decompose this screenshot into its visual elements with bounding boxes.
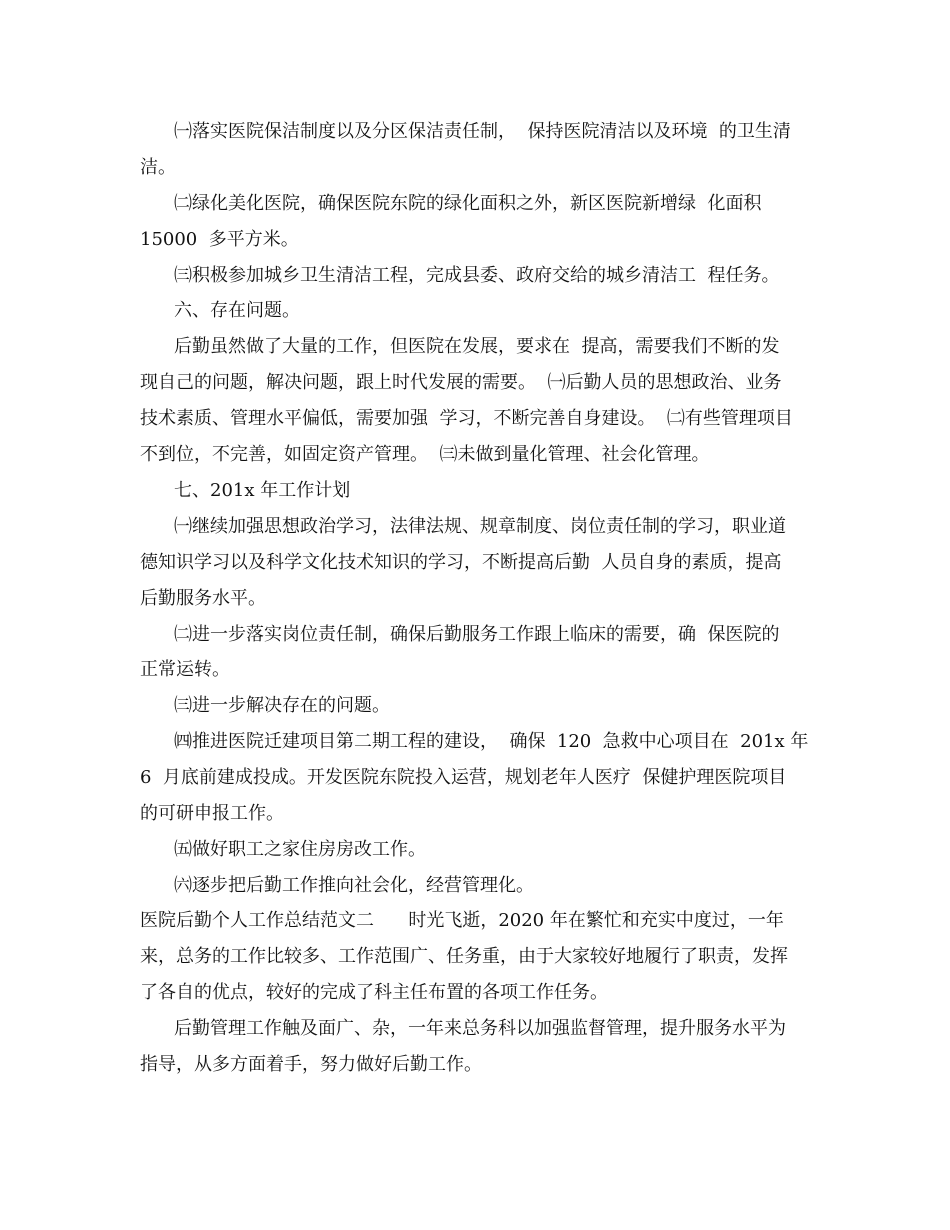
text-line: 正常运转。 xyxy=(140,659,230,680)
text-line: 指导，从多方面着手，努力做好后勤工作。 xyxy=(140,1054,482,1075)
text-line: ㈣推进医院迁建项目第二期工程的建设， 确保 120 急救中心项目在 201x 年 xyxy=(174,731,809,752)
text-line: 后勤虽然做了大量的工作，但医院在发展，要求在 提高，需要我们不断的发 xyxy=(174,336,780,357)
text-line: 技术素质、管理水平偏低，需要加强 学习，不断完善自身建设。 ㈡有些管理项目 xyxy=(140,408,793,429)
text-line: ㈥逐步把后勤工作推向社会化，经营管理化。 xyxy=(174,875,534,896)
text-line: ㈠落实医院保洁制度以及分区保洁责任制， 保持医院清洁以及环境 的卫生清 xyxy=(174,121,791,142)
text-line: 后勤管理工作触及面广、杂，一年来总务科以加强监督管理，提升服务水平为 xyxy=(174,1018,786,1039)
text-line: ㈢进一步解决存在的问题。 xyxy=(174,695,390,716)
text-line: ㈡进一步落实岗位责任制，确保后勤服务工作跟上临床的需要，确 保医院的 xyxy=(174,624,780,645)
text-line: ㈡绿化美化医院，确保医院东院的绿化面积之外，新区医院新增绿 化面积 xyxy=(174,193,762,214)
section-heading: 六、存在问题。 xyxy=(174,300,300,321)
section-heading: 七、201x 年工作计划 xyxy=(174,480,351,501)
text-line: 不到位，不完善，如固定资产管理。 ㈢未做到量化管理、社会化管理。 xyxy=(140,444,710,465)
text-line: ㈢积极参加城乡卫生清洁工程，完成县委、政府交给的城乡清洁工 程任务。 xyxy=(174,265,780,286)
text-line: 6 月底前建成投成。开发医院东院投入运营，规划老年人医疗 保健护理医院项目 xyxy=(140,767,787,788)
text-line: 后勤服务水平。 xyxy=(140,588,266,609)
text-line: 的可研申报工作。 xyxy=(140,803,284,824)
text-line: 现自己的问题，解决问题，跟上时代发展的需要。 ㈠后勤人员的思想政治、业务 xyxy=(140,372,782,393)
text-line: ㈤做好职工之家住房房改工作。 xyxy=(174,839,426,860)
text-line: 医院后勤个人工作总结范文二 时光飞逝，2020 年在繁忙和充实中度过，一年 xyxy=(140,910,784,931)
text-line: 了各自的优点，较好的完成了科主任布置的各项工作任务。 xyxy=(140,982,608,1003)
text-line: 德知识学习以及科学文化技术知识的学习，不断提高后勤 人员自身的素质，提高 xyxy=(140,552,782,573)
text-line: 15000 多平方米。 xyxy=(140,229,299,250)
text-line: 洁。 xyxy=(140,157,176,178)
text-line: ㈠继续加强思想政治学习，法律法规、规章制度、岗位责任制的学习，职业道 xyxy=(174,516,786,537)
text-line: 来，总务的工作比较多、工作范围广、任务重，由于大家较好地履行了职责，发挥 xyxy=(140,946,788,967)
